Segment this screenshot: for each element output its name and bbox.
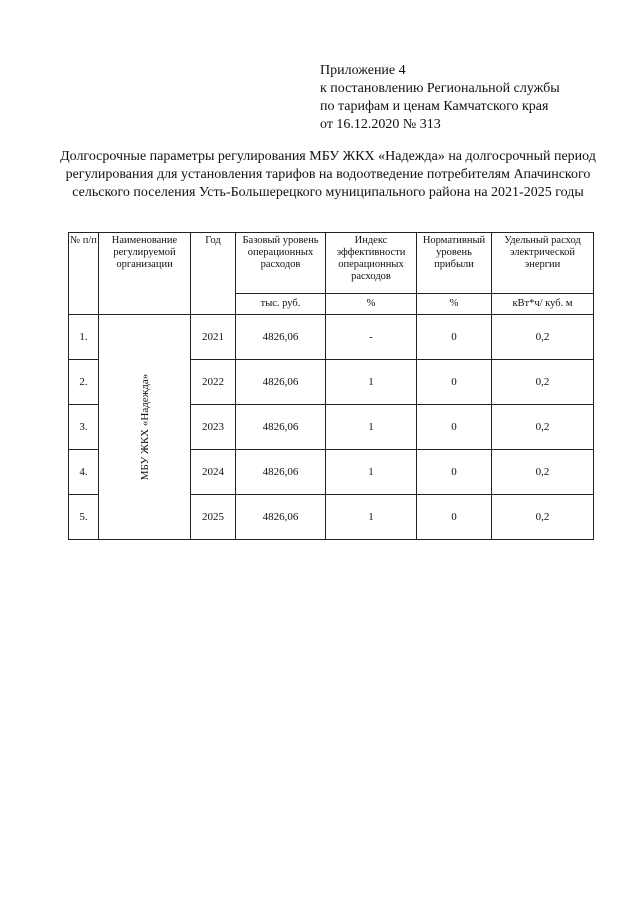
- unit-base: тыс. руб.: [236, 294, 326, 315]
- org-name: МБУ ЖКХ «Надежда»: [138, 373, 151, 481]
- cell-energy: 0,2: [492, 360, 594, 405]
- cell-base: 4826,06: [236, 495, 326, 540]
- cell-energy: 0,2: [492, 450, 594, 495]
- cell-num: 1.: [69, 315, 99, 360]
- header-org: Наименование регулируемой организации: [99, 233, 191, 315]
- appendix-line: к постановлению Региональной службы: [320, 81, 560, 96]
- cell-num: 2.: [69, 360, 99, 405]
- header-energy: Удельный расход электрической энергии: [492, 233, 594, 294]
- table-row: [69, 315, 594, 360]
- header-profit: Нормативный уровень прибыли: [417, 233, 492, 294]
- header-year: Год: [191, 233, 236, 315]
- unit-energy: кВт*ч/ куб. м: [492, 294, 594, 315]
- cell-base: 4826,06: [236, 450, 326, 495]
- unit-index: %: [326, 294, 417, 315]
- cell-index: 1: [326, 360, 417, 405]
- cell-profit: 0: [417, 360, 492, 405]
- cell-energy: 0,2: [492, 495, 594, 540]
- cell-energy: 0,2: [492, 315, 594, 360]
- cell-year: 2023: [191, 405, 236, 450]
- cell-profit: 0: [417, 405, 492, 450]
- cell-base: 4826,06: [236, 315, 326, 360]
- header-num: № п/п: [69, 233, 99, 315]
- cell-num: 5.: [69, 495, 99, 540]
- cell-num: 4.: [69, 450, 99, 495]
- cell-profit: 0: [417, 495, 492, 540]
- appendix-block: [320, 62, 620, 134]
- cell-year: 2025: [191, 495, 236, 540]
- unit-profit: %: [417, 294, 492, 315]
- header-base: Базовый уровень операционных расходов: [236, 233, 326, 294]
- appendix-line: Приложение 4: [320, 63, 406, 78]
- cell-index: 1: [326, 495, 417, 540]
- cell-year: 2024: [191, 450, 236, 495]
- parameters-table: [68, 232, 594, 540]
- cell-year: 2022: [191, 360, 236, 405]
- appendix-line: от 16.12.2020 № 313: [320, 117, 441, 132]
- org-name-cell: [99, 315, 191, 540]
- document-title: Долгосрочные параметры регулирования МБУ ЖКХ «Надежда» на долгосрочный период регулирования для установления тарифов на водоотведение потребителям Апачинского сельского поселения Усть-Большерецкого муниципального района на 2021-2025 годы: [60, 149, 596, 200]
- cell-year: 2021: [191, 315, 236, 360]
- cell-index: 1: [326, 450, 417, 495]
- cell-base: 4826,06: [236, 360, 326, 405]
- appendix-line: по тарифам и ценам Камчатского края: [320, 99, 549, 114]
- table-header-row: [69, 233, 594, 294]
- cell-profit: 0: [417, 450, 492, 495]
- cell-index: 1: [326, 405, 417, 450]
- cell-index: -: [326, 315, 417, 360]
- cell-num: 3.: [69, 405, 99, 450]
- cell-profit: 0: [417, 315, 492, 360]
- cell-base: 4826,06: [236, 405, 326, 450]
- cell-energy: 0,2: [492, 405, 594, 450]
- header-index: Индекс эффективности операционных расходов: [326, 233, 417, 294]
